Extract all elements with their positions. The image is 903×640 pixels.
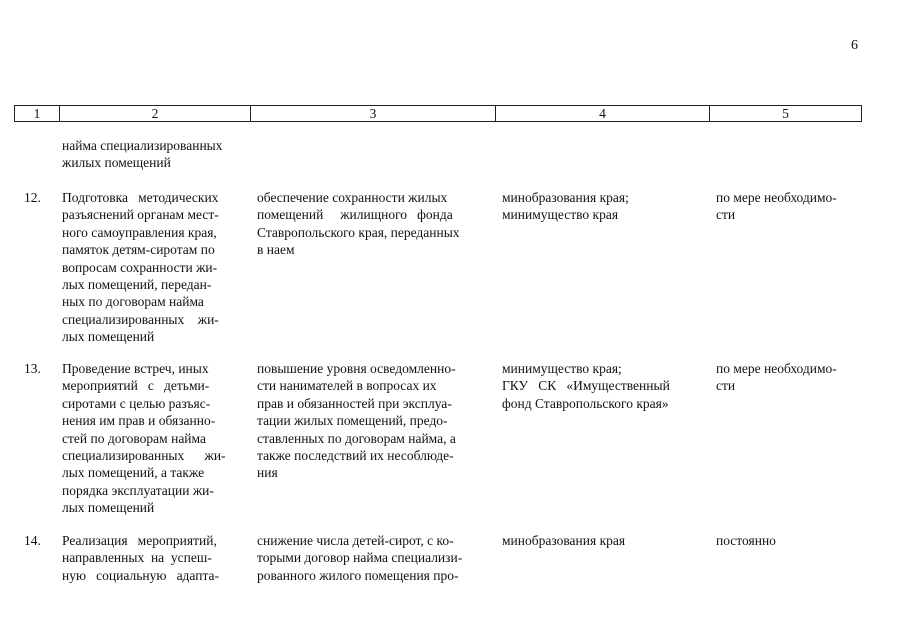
header-column-2: 2	[60, 106, 251, 121]
row-12-number: 12.	[24, 190, 41, 205]
row-13-action: Проведение встреч, иных мероприятий с детьми- сиротами с целью разъяс- нения им прав и обязанно- стей по договорам найма специализированных жи- лых помещений, а также порядка эксплуатации жи- лых помещений	[62, 361, 226, 516]
row-12-action: Подготовка методических разъяснений органам мест- ного самоуправления края, памяток детям-сиротам по вопросам сохранности жи- лых помещений, передан- ных по договорам найма специализированных жи- лых помещений	[62, 190, 219, 345]
row-14-number: 14.	[24, 533, 41, 548]
row-13-executor: минимущество края; ГКУ СК «Имущественный фонд Ставропольского края»	[502, 361, 670, 411]
row-14-executor: минобразования края	[502, 533, 626, 548]
row-14-result: снижение числа детей-сирот, с ко- торыми договор найма специализи- рованного жилого помещения про-	[257, 533, 463, 583]
row-13-term: по мере необходимо- сти	[716, 361, 837, 394]
row-13-number: 13.	[24, 361, 41, 376]
header-column-5: 5	[782, 106, 789, 121]
continuation-action-text: найма специализированных жилых помещений	[62, 138, 223, 171]
header-column-3: 3	[251, 106, 496, 121]
row-14-term: постоянно	[716, 533, 776, 548]
table-header-row	[14, 105, 862, 122]
row-12-executor: минобразования края; минимущество края	[502, 190, 629, 223]
row-12-term: по мере необходимо- сти	[716, 190, 837, 223]
row-14-action: Реализация мероприятий, направленных на успеш- ную социальную адапта-	[62, 533, 220, 583]
page-number: 6	[851, 38, 858, 53]
row-12-result: обеспечение сохранности жилых помещений жилищного фонда Ставропольского края, переданных в наем	[257, 190, 460, 258]
header-column-1: 1	[15, 106, 60, 121]
header-column-4: 4	[496, 106, 710, 121]
row-13-result: повышение уровня осведомленно- сти нанимателей в вопросах их прав и обязанностей при эксплуа- тации жилых помещений, предо- ставленных по договорам найма, а также последствий их несоблюде- ния	[257, 361, 456, 481]
